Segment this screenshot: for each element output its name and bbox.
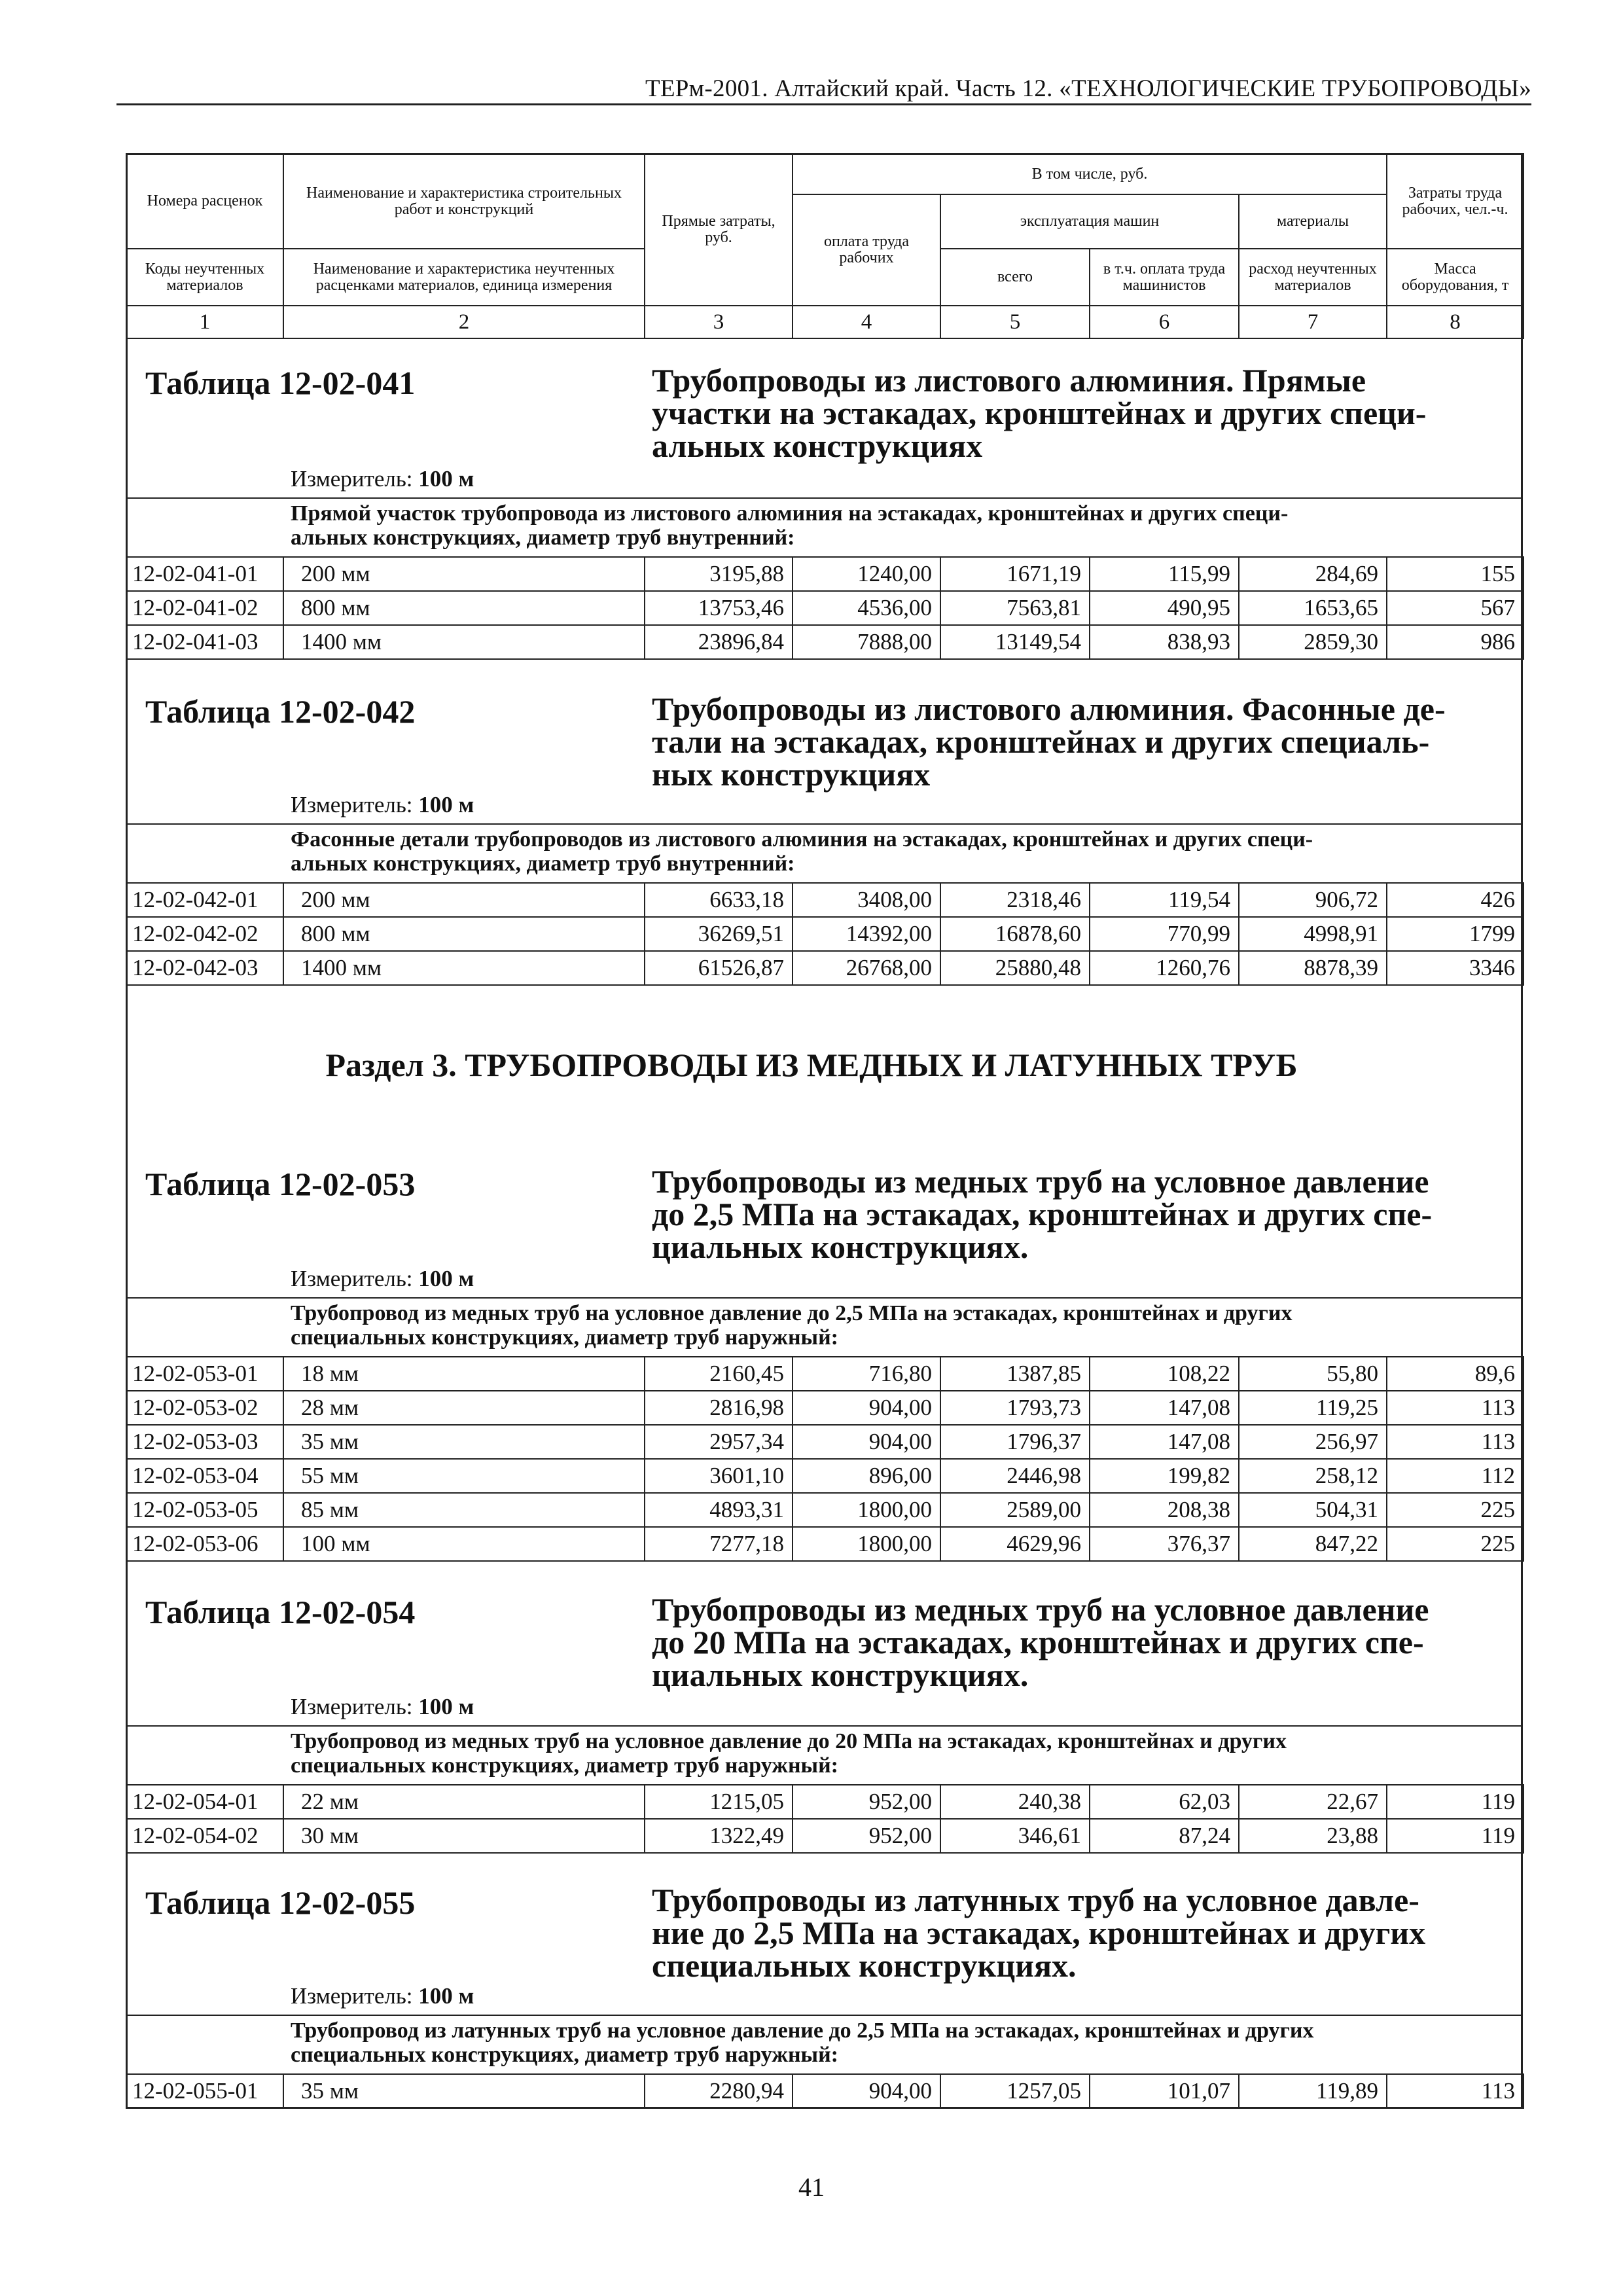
cost-value: 896,00 — [793, 1459, 940, 1493]
cost-value: 16878,60 — [940, 917, 1090, 951]
table-row — [126, 951, 1524, 985]
table-title — [652, 1593, 1450, 1691]
page-number: 41 — [798, 2172, 825, 2202]
cost-value: 55,80 — [1239, 1357, 1387, 1391]
rates-table — [126, 882, 1524, 986]
cost-value: 225 — [1387, 1493, 1524, 1527]
pipe-diameter: 85 мм — [283, 1493, 645, 1527]
rate-code: 12-02-053-05 — [126, 1493, 283, 1527]
table-title-line: ние до 2,5 МПа на эстакадах, кронштейнах и других — [652, 1914, 1426, 1951]
description-line: Трубопровод из медных труб на условное давление до 20 МПа на эстакадах, кронштейнах и других — [291, 1729, 1287, 1753]
col-number: 7 — [1239, 306, 1387, 338]
cost-value: 119,54 — [1090, 883, 1239, 917]
pipe-diameter: 200 мм — [283, 557, 645, 591]
description-line: специальных конструкциях, диаметр труб наружный: — [291, 2043, 839, 2067]
cost-value: 155 — [1387, 557, 1524, 591]
rates-table — [126, 2073, 1524, 2109]
cost-value: 89,6 — [1387, 1357, 1524, 1391]
divider — [126, 2015, 1523, 2016]
table-row — [126, 917, 1524, 951]
cost-value: 376,37 — [1090, 1527, 1239, 1561]
measure-label: Измеритель: — [291, 466, 413, 492]
cost-value: 6633,18 — [645, 883, 793, 917]
col7-bottom-header: расход неучтенных материалов — [1239, 249, 1387, 306]
rate-code: 12-02-042-01 — [126, 883, 283, 917]
pipe-diameter: 35 мм — [283, 2074, 645, 2108]
measure — [291, 1266, 474, 1292]
rate-code: 12-02-053-04 — [126, 1459, 283, 1493]
table-title-line: Трубопроводы из медных труб на условное давление — [652, 1591, 1429, 1628]
table-title-line: специальных конструкциях. — [652, 1947, 1077, 1984]
measure — [291, 792, 474, 818]
cost-value: 952,00 — [793, 1819, 940, 1853]
description-line: альных конструкциях, диаметр труб внутренний: — [291, 852, 795, 876]
table-title-line: Трубопроводы из листового алюминия. Фасонные де- — [652, 691, 1446, 727]
table-title-line: Трубопроводы из листового алюминия. Прямые — [652, 362, 1366, 399]
pipe-diameter: 1400 мм — [283, 625, 645, 659]
cost-value: 113 — [1387, 1425, 1524, 1459]
measure-label: Измеритель: — [291, 1694, 413, 1719]
table-row — [126, 1357, 1524, 1391]
divider — [126, 497, 1523, 499]
description-line: специальных конструкциях, диаметр труб наружный: — [291, 1325, 839, 1350]
table-row — [126, 1785, 1524, 1819]
col2-top-header: Наименование и характеристика строительных работ и конструкций — [283, 154, 645, 249]
pipe-diameter: 1400 мм — [283, 951, 645, 985]
col4-header: оплата труда рабочих — [793, 194, 940, 306]
rate-code: 12-02-053-02 — [126, 1391, 283, 1425]
measure-label: Измеритель: — [291, 792, 413, 817]
cost-value: 1793,73 — [940, 1391, 1090, 1425]
measure — [291, 466, 474, 492]
cost-value: 504,31 — [1239, 1493, 1387, 1527]
cost-value: 13753,46 — [645, 591, 793, 625]
cost-value: 25880,48 — [940, 951, 1090, 985]
cost-value: 240,38 — [940, 1785, 1090, 1819]
description-line: специальных конструкциях, диаметр труб наружный: — [291, 1753, 839, 1778]
rate-code: 12-02-041-01 — [126, 557, 283, 591]
cost-value: 2446,98 — [940, 1459, 1090, 1493]
measure-label: Измеритель: — [291, 1983, 413, 2009]
cost-value: 4536,00 — [793, 591, 940, 625]
cost-value: 23,88 — [1239, 1819, 1387, 1853]
cost-value: 119 — [1387, 1785, 1524, 1819]
cost-value: 4629,96 — [940, 1527, 1090, 1561]
cost-value: 904,00 — [793, 2074, 940, 2108]
col3-header: Прямые затраты, руб. — [645, 154, 793, 306]
including-header: В том числе, руб. — [793, 154, 1387, 194]
pipe-diameter: 28 мм — [283, 1391, 645, 1425]
running-title: ТЕРм-2001. Алтайский край. Часть 12. «ТЕХНОЛОГИЧЕСКИЕ ТРУБОПРОВОДЫ» — [645, 75, 1531, 102]
measure-value: 100 м — [418, 1694, 474, 1719]
cost-value: 3346 — [1387, 951, 1524, 985]
col1-bottom-header: Коды неучтенных материалов — [126, 249, 283, 306]
cost-value: 906,72 — [1239, 883, 1387, 917]
cost-value: 3601,10 — [645, 1459, 793, 1493]
cost-value: 7277,18 — [645, 1527, 793, 1561]
pipe-diameter: 200 мм — [283, 883, 645, 917]
table-title-line: Трубопроводы из латунных труб на условное давле- — [652, 1882, 1419, 1918]
table-row — [126, 2074, 1524, 2108]
rate-code: 12-02-053-01 — [126, 1357, 283, 1391]
measure-value: 100 м — [418, 1983, 474, 2009]
cost-value: 26768,00 — [793, 951, 940, 985]
cost-value: 208,38 — [1090, 1493, 1239, 1527]
cost-value: 1240,00 — [793, 557, 940, 591]
cost-value: 119,25 — [1239, 1391, 1387, 1425]
cost-value: 108,22 — [1090, 1357, 1239, 1391]
description-line: Трубопровод из медных труб на условное давление до 2,5 МПа на эстакадах, кронштейнах и других — [291, 1301, 1293, 1325]
table-title — [652, 692, 1450, 791]
cost-value: 847,22 — [1239, 1527, 1387, 1561]
cost-value: 1322,49 — [645, 1819, 793, 1853]
cost-value: 115,99 — [1090, 557, 1239, 591]
cost-value: 1257,05 — [940, 2074, 1090, 2108]
cost-value: 7888,00 — [793, 625, 940, 659]
measure-value: 100 м — [418, 466, 474, 492]
table-title-line: циальных конструкциях. — [652, 1229, 1029, 1265]
pipe-diameter: 800 мм — [283, 591, 645, 625]
pipe-diameter: 800 мм — [283, 917, 645, 951]
table-title — [652, 1165, 1450, 1263]
rate-code: 12-02-054-01 — [126, 1785, 283, 1819]
table-title-line: участки на эстакадах, кронштейнах и других специ- — [652, 395, 1427, 431]
table-row — [126, 625, 1524, 659]
col5-header: всего — [940, 249, 1090, 306]
table-row — [126, 1493, 1524, 1527]
col8-top-header: Затраты труда рабочих, чел.-ч. — [1387, 154, 1524, 249]
divider — [126, 1297, 1523, 1299]
cost-value: 258,12 — [1239, 1459, 1387, 1493]
cost-value: 3195,88 — [645, 557, 793, 591]
col8-bottom-header: Масса оборудования, т — [1387, 249, 1524, 306]
work-description — [291, 827, 1423, 876]
col-number: 1 — [126, 306, 283, 338]
table-row — [126, 1425, 1524, 1459]
divider — [126, 823, 1523, 825]
description-line: Фасонные детали трубопроводов из листового алюминия на эстакадах, кронштейнах и других специ- — [291, 827, 1313, 852]
cost-value: 256,97 — [1239, 1425, 1387, 1459]
table-title — [652, 364, 1450, 462]
cost-value: 284,69 — [1239, 557, 1387, 591]
cost-value: 2280,94 — [645, 2074, 793, 2108]
divider — [126, 1725, 1523, 1727]
col-number: 4 — [793, 306, 940, 338]
cost-value: 61526,87 — [645, 951, 793, 985]
rate-code: 12-02-054-02 — [126, 1819, 283, 1853]
table-label: Таблица 12-02-053 — [145, 1166, 416, 1202]
cost-value: 3408,00 — [793, 883, 940, 917]
cost-value: 62,03 — [1090, 1785, 1239, 1819]
table-title-line: циальных конструкциях. — [652, 1657, 1029, 1693]
cost-value: 1387,85 — [940, 1357, 1090, 1391]
cost-value: 4893,31 — [645, 1493, 793, 1527]
cost-value: 716,80 — [793, 1357, 940, 1391]
cost-value: 23896,84 — [645, 625, 793, 659]
cost-value: 838,93 — [1090, 625, 1239, 659]
pipe-diameter: 35 мм — [283, 1425, 645, 1459]
cost-value: 101,07 — [1090, 2074, 1239, 2108]
cost-value: 426 — [1387, 883, 1524, 917]
cost-value: 986 — [1387, 625, 1524, 659]
col1-top-header: Номера расценок — [126, 154, 283, 249]
rate-code: 12-02-053-03 — [126, 1425, 283, 1459]
cost-value: 1800,00 — [793, 1493, 940, 1527]
work-description — [291, 2018, 1423, 2067]
table-row — [126, 1527, 1524, 1561]
measure — [291, 1983, 474, 2009]
cost-value: 770,99 — [1090, 917, 1239, 951]
rate-code: 12-02-053-06 — [126, 1527, 283, 1561]
cost-value: 1671,19 — [940, 557, 1090, 591]
cost-value: 13149,54 — [940, 625, 1090, 659]
measure-label: Измеритель: — [291, 1266, 413, 1291]
cost-value: 490,95 — [1090, 591, 1239, 625]
cost-value: 1799 — [1387, 917, 1524, 951]
column-header-table — [126, 153, 1524, 339]
measure-value: 100 м — [418, 1266, 474, 1291]
cost-value: 1800,00 — [793, 1527, 940, 1561]
work-description — [291, 1301, 1423, 1350]
table-label: Таблица 12-02-055 — [145, 1884, 416, 1921]
table-label: Таблица 12-02-041 — [145, 365, 416, 401]
table-title-line: ных конструкциях — [652, 756, 931, 793]
work-description — [291, 1729, 1423, 1778]
cost-value: 1215,05 — [645, 1785, 793, 1819]
cost-value: 119 — [1387, 1819, 1524, 1853]
cost-value: 4998,91 — [1239, 917, 1387, 951]
col7-top-header: материалы — [1239, 194, 1387, 249]
cost-value: 225 — [1387, 1527, 1524, 1561]
pipe-diameter: 55 мм — [283, 1459, 645, 1493]
col2-bottom-header: Наименование и характеристика неучтенных расценками материалов, единица измерения — [283, 249, 645, 306]
table-title-line: до 2,5 МПа на эстакадах, кронштейнах и других спе- — [652, 1196, 1433, 1232]
col-number: 2 — [283, 306, 645, 338]
col-number: 6 — [1090, 306, 1239, 338]
table-title-line: тали на эстакадах, кронштейнах и других специаль- — [652, 723, 1430, 760]
machines-header: эксплуатация машин — [940, 194, 1239, 249]
col-number: 3 — [645, 306, 793, 338]
table-label: Таблица 12-02-042 — [145, 693, 416, 730]
rates-table — [126, 1784, 1524, 1854]
cost-value: 1260,76 — [1090, 951, 1239, 985]
cost-value: 36269,51 — [645, 917, 793, 951]
cost-value: 112 — [1387, 1459, 1524, 1493]
cost-value: 1796,37 — [940, 1425, 1090, 1459]
cost-value: 147,08 — [1090, 1391, 1239, 1425]
cost-value: 87,24 — [1090, 1819, 1239, 1853]
pipe-diameter: 100 мм — [283, 1527, 645, 1561]
col6-header: в т.ч. оплата труда машинистов — [1090, 249, 1239, 306]
measure-value: 100 м — [418, 792, 474, 817]
cost-value: 8878,39 — [1239, 951, 1387, 985]
table-row — [126, 1459, 1524, 1493]
pipe-diameter: 18 мм — [283, 1357, 645, 1391]
table-row — [126, 883, 1524, 917]
rates-table — [126, 556, 1524, 660]
table-row — [126, 1391, 1524, 1425]
table-row — [126, 1819, 1524, 1853]
table-title-line: Трубопроводы из медных труб на условное давление — [652, 1163, 1429, 1200]
cost-value: 113 — [1387, 2074, 1524, 2108]
rate-code: 12-02-041-03 — [126, 625, 283, 659]
work-description — [291, 501, 1423, 550]
cost-value: 119,89 — [1239, 2074, 1387, 2108]
cost-value: 2589,00 — [940, 1493, 1090, 1527]
col-number: 8 — [1387, 306, 1524, 338]
pipe-diameter: 30 мм — [283, 1819, 645, 1853]
table-title — [652, 1884, 1450, 1982]
rate-code: 12-02-042-02 — [126, 917, 283, 951]
table-label: Таблица 12-02-054 — [145, 1594, 416, 1630]
cost-value: 952,00 — [793, 1785, 940, 1819]
cost-value: 2859,30 — [1239, 625, 1387, 659]
cost-value: 2318,46 — [940, 883, 1090, 917]
cost-value: 904,00 — [793, 1425, 940, 1459]
col-number: 5 — [940, 306, 1090, 338]
rate-code: 12-02-055-01 — [126, 2074, 283, 2108]
running-header — [116, 73, 1531, 105]
description-line: альных конструкциях, диаметр труб внутренний: — [291, 526, 795, 550]
cost-value: 346,61 — [940, 1819, 1090, 1853]
cost-value: 14392,00 — [793, 917, 940, 951]
table-row — [126, 591, 1524, 625]
cost-value: 7563,81 — [940, 591, 1090, 625]
cost-value: 904,00 — [793, 1391, 940, 1425]
rate-code: 12-02-042-03 — [126, 951, 283, 985]
description-line: Прямой участок трубопровода из листового алюминия на эстакадах, кронштейнах и других специ- — [291, 501, 1289, 526]
rates-table — [126, 1356, 1524, 1562]
pipe-diameter: 22 мм — [283, 1785, 645, 1819]
cost-value: 113 — [1387, 1391, 1524, 1425]
cost-value: 22,67 — [1239, 1785, 1387, 1819]
cost-value: 199,82 — [1090, 1459, 1239, 1493]
cost-value: 1653,65 — [1239, 591, 1387, 625]
cost-value: 147,08 — [1090, 1425, 1239, 1459]
table-title-line: альных конструкциях — [652, 427, 983, 464]
description-line: Трубопровод из латунных труб на условное давление до 2,5 МПа на эстакадах, кронштейнах и других — [291, 2018, 1314, 2043]
cost-value: 567 — [1387, 591, 1524, 625]
section-title: Раздел 3. ТРУБОПРОВОДЫ ИЗ МЕДНЫХ И ЛАТУННЫХ ТРУБ — [325, 1047, 1298, 1083]
table-row — [126, 557, 1524, 591]
cost-value: 2957,34 — [645, 1425, 793, 1459]
cost-value: 2816,98 — [645, 1391, 793, 1425]
cost-value: 2160,45 — [645, 1357, 793, 1391]
measure — [291, 1694, 474, 1720]
rate-code: 12-02-041-02 — [126, 591, 283, 625]
table-title-line: до 20 МПа на эстакадах, кронштейнах и других спе- — [652, 1624, 1424, 1660]
